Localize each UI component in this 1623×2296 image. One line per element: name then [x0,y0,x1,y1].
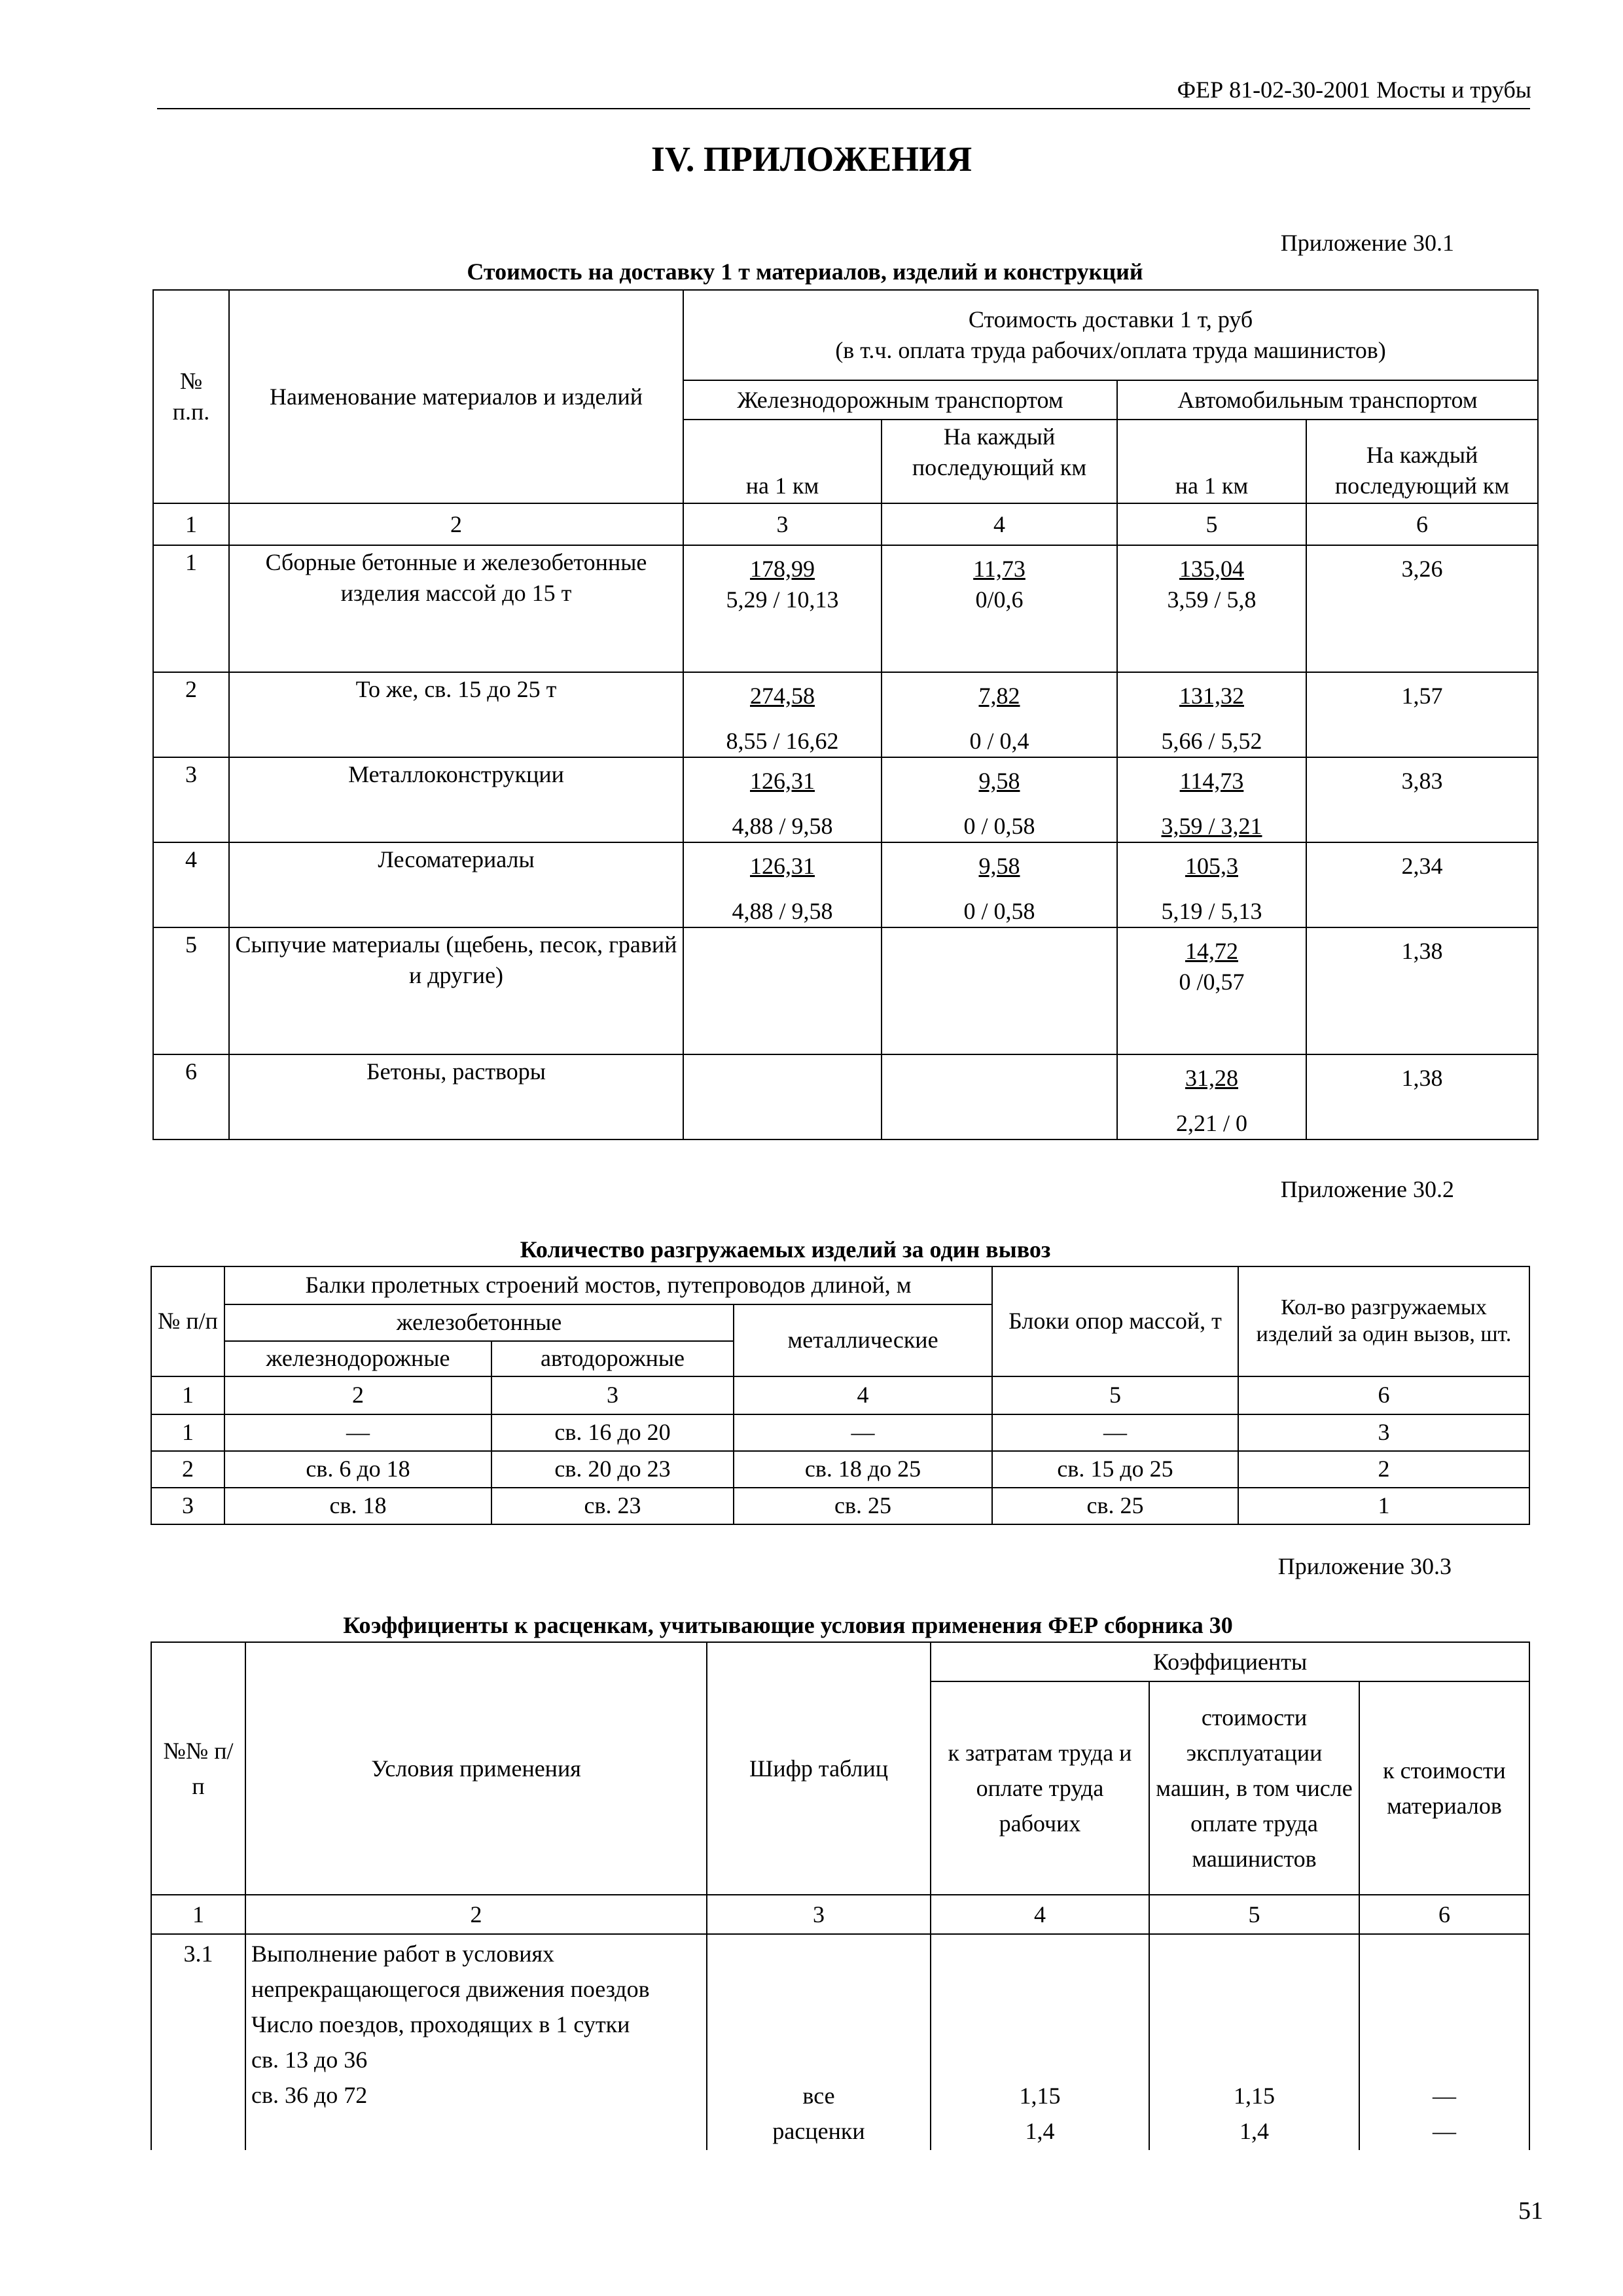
col-head-rail-km: на 1 км [683,420,882,503]
coef-value: — [1433,2118,1456,2144]
col-head-rail-next: На каждый последующий км [882,420,1117,503]
colnum: 3 [707,1895,931,1934]
cell: 3 [151,1488,224,1524]
colnum: 2 [224,1376,491,1414]
cost-value: 178,99 [750,556,815,582]
cost-value: 3,26 [1306,545,1538,672]
col-head-auto: Автомобильным транспортом [1117,380,1538,420]
condition-line: св. 36 до 72 [251,2082,368,2108]
cost-value: 1,57 [1306,672,1538,757]
col-head-beams: Балки пролетных строений мостов, путепроводов длиной, м [224,1266,992,1304]
cost-value: 126,31 [750,853,815,879]
cost-split: 0 /0,57 [1179,968,1245,995]
row-num: 4 [153,842,229,927]
code-line: расценки [772,2118,865,2144]
cost-split: 0 / 0,58 [963,898,1035,925]
col-head-auto-next: На каждый последующий км [1306,420,1538,503]
cost-value: 31,28 [1185,1065,1238,1091]
coef-value: — [1433,2083,1456,2109]
coef-value: 1,4 [1240,2118,1269,2144]
cell: св. 25 [992,1488,1238,1524]
cost-split: 0 / 0,58 [963,813,1035,840]
row-machines [1149,1934,1359,2150]
col-head-blocks: Блоки опор массой, т [992,1266,1238,1376]
cost-split: 5,66 / 5,52 [1161,728,1262,755]
col-head-code: Шифр таблиц [707,1642,931,1895]
row-name: Лесоматериалы [229,842,683,927]
cost-split: 5,29 / 10,13 [726,586,839,613]
cost-split: 4,88 / 9,58 [732,898,833,925]
condition-line: св. 13 до 36 [251,2047,368,2073]
colnum: 4 [931,1895,1149,1934]
row-num: 5 [153,927,229,1054]
header-rule [157,108,1530,109]
appendix-3-label: Приложение 30.3 [1277,1553,1452,1579]
table-row [153,927,1538,1054]
cell: 3 [1238,1414,1529,1451]
row-num: 1 [153,545,229,672]
coef-value: 1,15 [1019,2083,1061,2109]
table-row [153,842,1538,927]
cost-heading: Стоимость доставки 1 т, руб [968,306,1253,333]
row-name: Сыпучие материалы (щебень, песок, гравий и другие) [229,927,683,1054]
row-name: Металлоконструкции [229,757,683,842]
cost-value: 9,58 [978,768,1020,794]
unload-quantity-table [151,1266,1530,1525]
appendix-2-caption: Количество разгружаемых изделий за один вывоз [520,1236,1051,1263]
col-head-road: автодорожные [491,1341,734,1376]
cost-value: 131,32 [1179,683,1244,709]
col-head-name: Наименование материалов и изделий [229,290,683,503]
colnum: 3 [491,1376,734,1414]
colnum: 3 [683,503,882,545]
cell: — [734,1414,992,1451]
appendix-3-caption: Коэффициенты к расценкам, учитывающие условия применения ФЕР сборника 30 [343,1612,1233,1638]
colnum: 1 [151,1376,224,1414]
colnum: 6 [1306,503,1538,545]
colnum: 5 [1149,1895,1359,1934]
cost-value: 2,34 [1306,842,1538,927]
cost-value: 14,72 [1185,938,1238,964]
cell: 1 [1238,1488,1529,1524]
cell: 2 [1238,1451,1529,1488]
running-header: ФЕР 81-02-30-2001 Мосты и трубы [1177,77,1531,103]
col-head-rail: Железнодорожным транспортом [683,380,1117,420]
condition-text: Выполнение работ в условиях непрекращающегося движения поездов [251,1941,650,2002]
cell: св. 18 [224,1488,491,1524]
cost-value: 105,3 [1185,853,1238,879]
cost-split: 3,59 / 3,21 [1161,813,1262,840]
row-num: 3.1 [151,1934,245,2150]
table-row [151,1414,1529,1451]
col-head-rc: железобетонные [224,1304,734,1341]
colnum: 6 [1359,1895,1529,1934]
col-head-materials: к стоимости материалов [1359,1681,1529,1895]
table-row [151,1451,1529,1488]
cost-value: 126,31 [750,768,815,794]
cost-value: 274,58 [750,683,815,709]
col-head-qty: Кол-во разгружаемых изделий за один вызов, шт. [1238,1266,1529,1376]
cost-value: 9,58 [978,853,1020,879]
col-head-labor: к затратам труда и оплате труда рабочих [931,1681,1149,1895]
row-num: 3 [153,757,229,842]
cell: 1 [151,1414,224,1451]
row-code [707,1934,931,2150]
cost-split: 0 / 0,4 [969,728,1029,755]
row-labor [931,1934,1149,2150]
col-head-conditions: Условия применения [245,1642,707,1895]
row-num: 2 [153,672,229,757]
cost-split: 8,55 / 16,62 [726,728,839,755]
table-row [151,1488,1529,1524]
cell: 2 [151,1451,224,1488]
cell: св. 18 до 25 [734,1451,992,1488]
row-name: Сборные бетонные и железобетонные изделия массой до 15 т [229,545,683,672]
appendix-1-caption: Стоимость на доставку 1 т материалов, изделий и конструкций [467,259,1143,285]
cost-value: 7,82 [978,683,1020,709]
table-row [153,672,1538,757]
colnum: 4 [882,503,1117,545]
col-head-coefficients: Коэффициенты [931,1642,1529,1681]
row-name: То же, св. 15 до 25 т [229,672,683,757]
table-row [153,757,1538,842]
coef-value: 1,15 [1234,2083,1275,2109]
empty-cell [683,1054,882,1139]
appendix-2-label: Приложение 30.2 [1280,1176,1454,1202]
cost-split: 2,21 / 0 [1175,1110,1247,1137]
empty-cell [882,927,1117,1054]
cell: — [992,1414,1238,1451]
cell: св. 6 до 18 [224,1451,491,1488]
col-head-metal: металлические [734,1304,992,1376]
colnum: 5 [992,1376,1238,1414]
col-head-num: № п.п. [153,290,229,503]
cell: св. 20 до 23 [491,1451,734,1488]
cost-split: 0/0,6 [975,586,1024,613]
page-title: IV. ПРИЛОЖЕНИЯ [651,139,972,179]
col-head-num: №№ п/п [151,1642,245,1895]
cost-value: 135,04 [1179,556,1244,582]
col-head-num: № п/п [151,1266,224,1376]
col-head-machines: стоимости эксплуатации машин, в том числе оплате труда машинистов [1149,1681,1359,1895]
row-conditions [245,1934,707,2150]
table-row [153,545,1538,672]
cost-value: 114,73 [1179,768,1244,794]
cost-value: 1,38 [1306,1054,1538,1139]
colnum: 1 [153,503,229,545]
cell: св. 16 до 20 [491,1414,734,1451]
table-row [151,1934,1529,2150]
colnum: 2 [245,1895,707,1934]
colnum: 5 [1117,503,1306,545]
row-name: Бетоны, растворы [229,1054,683,1139]
coefficients-table [151,1641,1530,2150]
col-head-rail: железнодорожные [224,1341,491,1376]
cell: св. 15 до 25 [992,1451,1238,1488]
empty-cell [882,1054,1117,1139]
table-row [153,1054,1538,1139]
coef-value: 1,4 [1025,2118,1055,2144]
cell: — [224,1414,491,1451]
delivery-cost-table [152,289,1539,1140]
colnum: 6 [1238,1376,1529,1414]
col-head-auto-km: на 1 км [1117,420,1306,503]
colnum: 1 [151,1895,245,1934]
empty-cell [683,927,882,1054]
condition-subtitle: Число поездов, проходящих в 1 сутки [251,2011,630,2037]
colnum: 2 [229,503,683,545]
cell: св. 25 [734,1488,992,1524]
cost-note: (в т.ч. оплата труда рабочих/оплата труда машинистов) [835,337,1386,363]
cost-split: 4,88 / 9,58 [732,813,833,840]
row-num: 6 [153,1054,229,1139]
cell: св. 23 [491,1488,734,1524]
cost-value: 1,38 [1306,927,1538,1054]
page-number: 51 [1518,2197,1543,2225]
cost-value: 11,73 [973,556,1026,582]
row-materials [1359,1934,1529,2150]
colnum: 4 [734,1376,992,1414]
cost-split: 3,59 / 5,8 [1167,586,1257,613]
cost-value: 3,83 [1306,757,1538,842]
appendix-1-label: Приложение 30.1 [1280,230,1454,256]
code-line: все [802,2083,835,2109]
cost-split: 5,19 / 5,13 [1161,898,1262,925]
col-head-cost [683,290,1538,380]
